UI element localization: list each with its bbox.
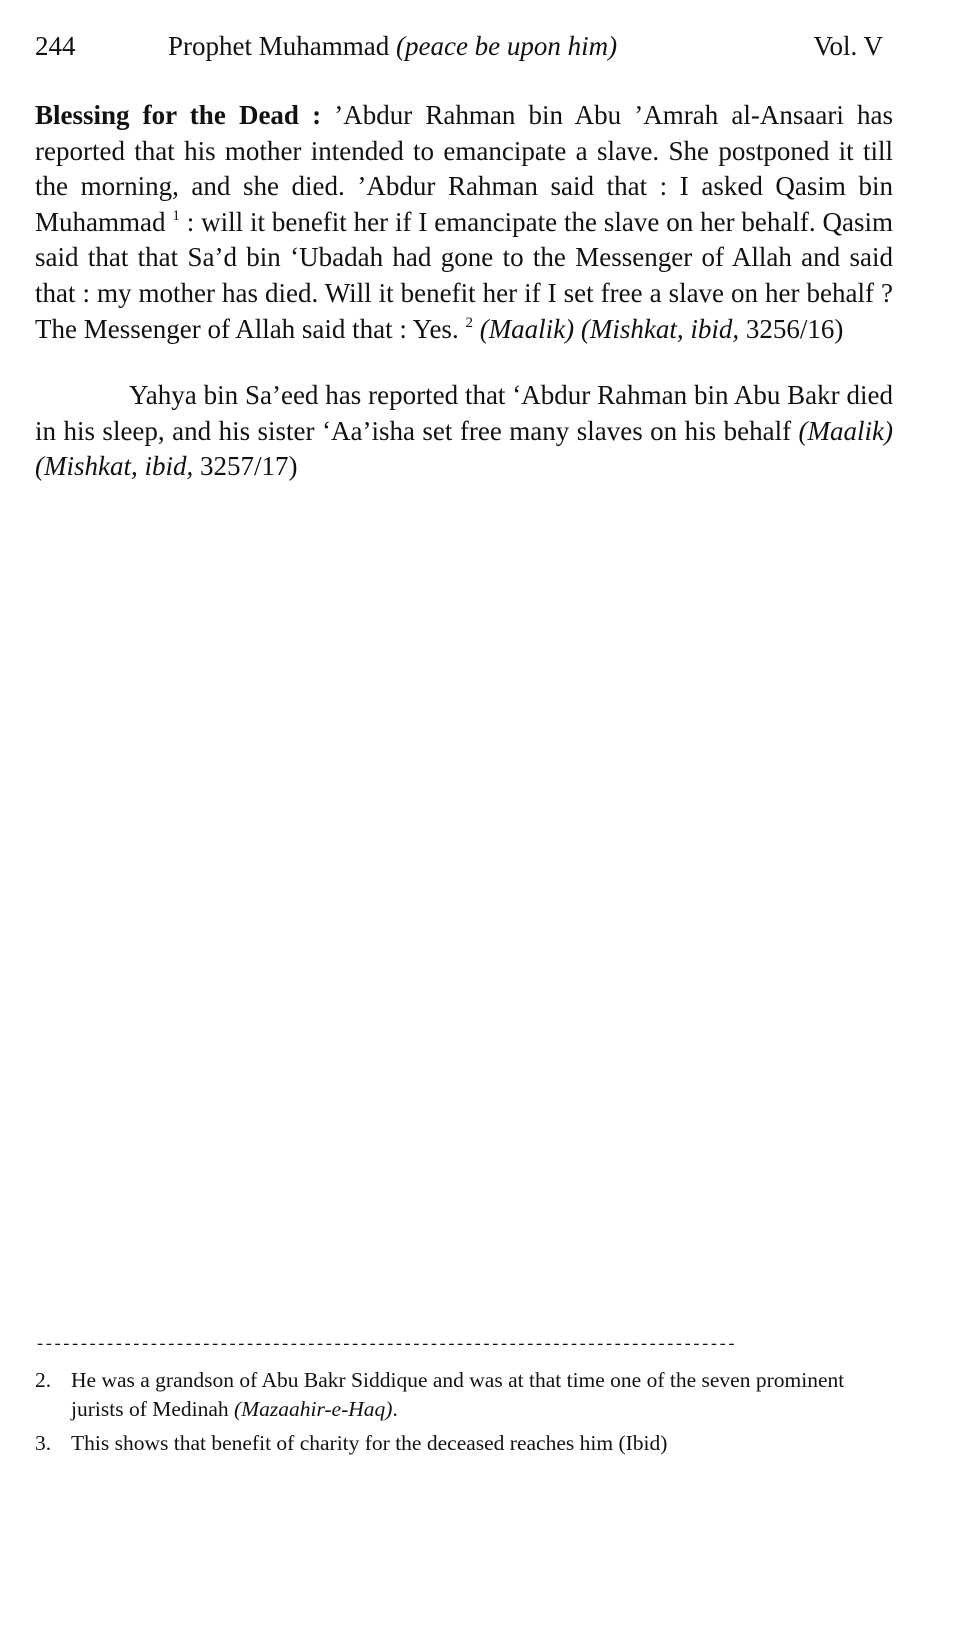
running-header [35,26,895,66]
paragraph-yahya [35,378,893,485]
source-citation: (Maalik) [798,415,893,446]
footnote-reference: 2 [465,314,473,331]
citation-number: 3257/17) [193,451,298,482]
paragraph-text: Yahya bin Sa’eed has reported that ‘Abdur Rahman bin Abu Bakr died in his sleep, and his sister ‘Aa’isha set free many slaves on his behalf [35,380,893,446]
footnote-separator: -------------------------------------------------------------------------------- [35,1336,736,1355]
footnote-reference: 1 [172,207,180,224]
page-number: 244 [35,31,76,61]
footnote-source: (Mazaahir-e-Haq) [234,1397,393,1421]
section-heading: Blessing for the Dead : [35,100,322,130]
book-title-honorific: (peace be upon him) [395,31,618,61]
book-title-main: Prophet Muhammad [168,31,390,61]
footnote-tail: . [392,1397,398,1421]
footnote-item [35,1429,895,1458]
paragraph-text: ’Abdur Rahman bin Abu ’Amrah al-Ansaari has reported that his mother intended to emancipate a slave. She postponed it till the morning, and she died. ’Abdur Rahman said that : I asked Qasim bin Muhammad [35,100,893,237]
paragraph-text: : will it benefit her if I emancipate the slave on her behalf. Qasim said that that Sa’d bin ‘Ubadah had gone to the Messenger of Allah and said that : my mother has died. Will it benefit her if I set free a slave on her behalf ? The Messenger of Allah said that : Yes. [35,206,893,344]
footnote-number: 3. [35,1431,52,1455]
footnote-number: 2. [35,1368,52,1392]
citation-number: 3256/16) [739,313,844,344]
paragraph-blessing-for-the-dead [35,98,893,347]
volume-label: Vol. V [813,31,883,61]
book-title [168,26,617,66]
source-citation: (Maalik) [479,313,575,344]
source-citation: (Mishkat, ibid, [580,313,740,344]
body-text [35,98,893,485]
footnotes [35,1366,895,1463]
footnote-item [35,1366,895,1424]
footnote-text: He was a grandson of Abu Bakr Siddique and was at that time one of the seven prominent jurists of Medinah [71,1368,845,1421]
source-citation: (Mishkat, ibid, [35,451,194,482]
footnote-text: This shows that benefit of charity for the deceased reaches him (Ibid) [71,1431,668,1455]
